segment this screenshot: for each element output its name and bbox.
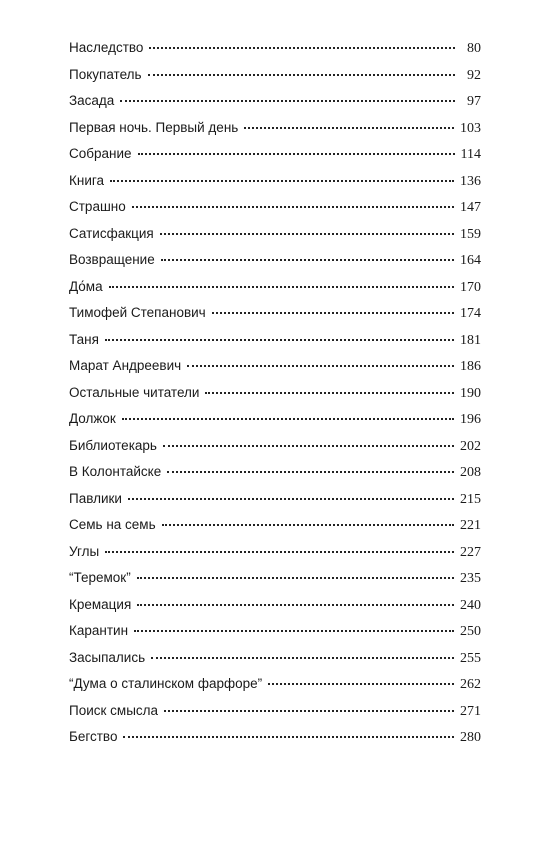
toc-entry-page-number: 255	[460, 650, 481, 666]
toc-entry-page-number: 240	[460, 597, 481, 613]
toc-entry-title: Тимофей Степанович	[69, 305, 206, 320]
toc-entry-title: Страшно	[69, 199, 126, 214]
toc-entry-page-number: 221	[460, 518, 481, 533]
toc-entry-page-number: 174	[460, 306, 481, 321]
toc-entry-title: Засада	[69, 93, 115, 108]
toc-entry[interactable]	[69, 406, 481, 433]
toc-entry-page-number: 227	[460, 544, 481, 560]
dot-leader	[149, 46, 455, 49]
dot-leader	[105, 338, 454, 341]
dot-leader	[160, 232, 454, 235]
dot-leader	[148, 73, 455, 76]
toc-entry-title: Первая ночь. Первый день	[69, 119, 239, 135]
toc-entry-title: В Колонтайске	[69, 464, 162, 479]
toc-entry-title: Должок	[69, 411, 116, 426]
toc-entry-page-number: 271	[460, 703, 481, 719]
dot-leader	[205, 391, 454, 394]
table-of-contents	[69, 35, 481, 751]
dot-leader	[132, 205, 454, 208]
toc-entry-page-number: 196	[460, 412, 481, 427]
toc-entry-page-number: 181	[460, 332, 481, 348]
toc-entry-title: Семь на семь	[69, 517, 156, 532]
toc-entry[interactable]	[69, 353, 481, 380]
toc-entry[interactable]	[69, 194, 481, 221]
dot-leader	[105, 550, 454, 553]
toc-entry[interactable]	[69, 698, 481, 725]
toc-entry[interactable]	[69, 141, 481, 168]
toc-entry-title: Таня	[69, 331, 99, 347]
toc-entry-page-number: 164	[460, 253, 481, 268]
dot-leader	[163, 444, 454, 447]
toc-entry-page-number: 147	[460, 200, 481, 215]
toc-entry-title: “Дума о сталинском фарфоре”	[69, 676, 263, 691]
toc-entry-title: Павлики	[69, 490, 122, 506]
toc-entry-title: Наследство	[69, 40, 144, 55]
dot-leader	[161, 258, 454, 261]
dot-leader	[164, 709, 454, 712]
dot-leader	[167, 470, 454, 473]
toc-entry-title: Марат Андреевич	[69, 358, 182, 373]
dot-leader	[244, 126, 454, 129]
toc-entry-page-number: 170	[460, 279, 481, 295]
toc-entry-title: Поиск смысла	[69, 702, 159, 718]
toc-entry[interactable]	[69, 592, 481, 619]
toc-entry[interactable]	[69, 565, 481, 592]
dot-leader	[137, 603, 454, 606]
toc-entry-page-number: 262	[460, 677, 481, 692]
toc-entry-title: Библиотекарь	[69, 437, 157, 453]
toc-entry-page-number: 80	[467, 41, 481, 56]
toc-entry[interactable]	[69, 724, 481, 751]
toc-entry[interactable]	[69, 115, 481, 142]
dot-leader	[187, 364, 454, 367]
toc-entry-page-number: 103	[460, 120, 481, 136]
toc-entry-title: Карантин	[69, 623, 129, 638]
toc-entry-page-number: 97	[467, 94, 481, 109]
toc-entry-title: Бегство	[69, 729, 118, 744]
toc-entry[interactable]	[69, 300, 481, 327]
dot-leader	[120, 99, 455, 102]
toc-entry-title: До́ма	[69, 278, 103, 294]
dot-leader	[138, 152, 455, 155]
toc-entry-page-number: 92	[467, 67, 481, 83]
dot-leader	[109, 285, 454, 288]
toc-entry-page-number: 114	[460, 147, 481, 162]
dot-leader	[123, 735, 454, 738]
toc-entry[interactable]	[69, 618, 481, 645]
toc-entry-page-number: 208	[460, 465, 481, 480]
toc-entry-title: Книга	[69, 172, 104, 188]
toc-entry-title: Покупатель	[69, 66, 142, 82]
toc-entry[interactable]	[69, 274, 481, 301]
toc-entry-page-number: 136	[460, 173, 481, 189]
toc-entry[interactable]	[69, 539, 481, 566]
toc-entry-title: “Теремок”	[69, 570, 131, 585]
toc-entry-title: Остальные читатели	[69, 384, 200, 400]
toc-entry[interactable]	[69, 221, 481, 248]
toc-entry-page-number: 215	[460, 491, 481, 507]
toc-entry-page-number: 202	[460, 438, 481, 454]
toc-entry-page-number: 280	[460, 730, 481, 745]
toc-entry-page-number: 190	[460, 385, 481, 401]
toc-entry[interactable]	[69, 247, 481, 274]
dot-leader	[151, 656, 454, 659]
toc-entry[interactable]	[69, 88, 481, 115]
toc-entry[interactable]	[69, 671, 481, 698]
toc-entry-page-number: 159	[460, 226, 481, 242]
toc-entry-title: Засыпались	[69, 649, 146, 665]
toc-entry-title: Углы	[69, 543, 100, 559]
toc-entry-title: Возвращение	[69, 252, 155, 267]
dot-leader	[137, 576, 454, 579]
toc-entry[interactable]	[69, 380, 481, 407]
toc-entry-title: Собрание	[69, 146, 132, 161]
dot-leader	[212, 311, 454, 314]
dot-leader	[134, 629, 454, 632]
toc-entry[interactable]	[69, 645, 481, 672]
dot-leader	[122, 417, 454, 420]
toc-entry-title: Кремация	[69, 596, 132, 612]
toc-entry-page-number: 235	[460, 571, 481, 586]
toc-entry-page-number: 186	[460, 359, 481, 374]
toc-entry-page-number: 250	[460, 624, 481, 639]
toc-entry[interactable]	[69, 327, 481, 354]
toc-entry[interactable]	[69, 35, 481, 62]
toc-entry[interactable]	[69, 459, 481, 486]
toc-entry[interactable]	[69, 433, 481, 460]
toc-entry[interactable]	[69, 168, 481, 195]
toc-entry-title: Сатисфакция	[69, 225, 154, 241]
dot-leader	[162, 523, 454, 526]
toc-entry[interactable]	[69, 62, 481, 89]
dot-leader	[110, 179, 454, 182]
toc-entry[interactable]	[69, 512, 481, 539]
dot-leader	[268, 682, 454, 685]
toc-entry[interactable]	[69, 486, 481, 513]
dot-leader	[128, 497, 454, 500]
